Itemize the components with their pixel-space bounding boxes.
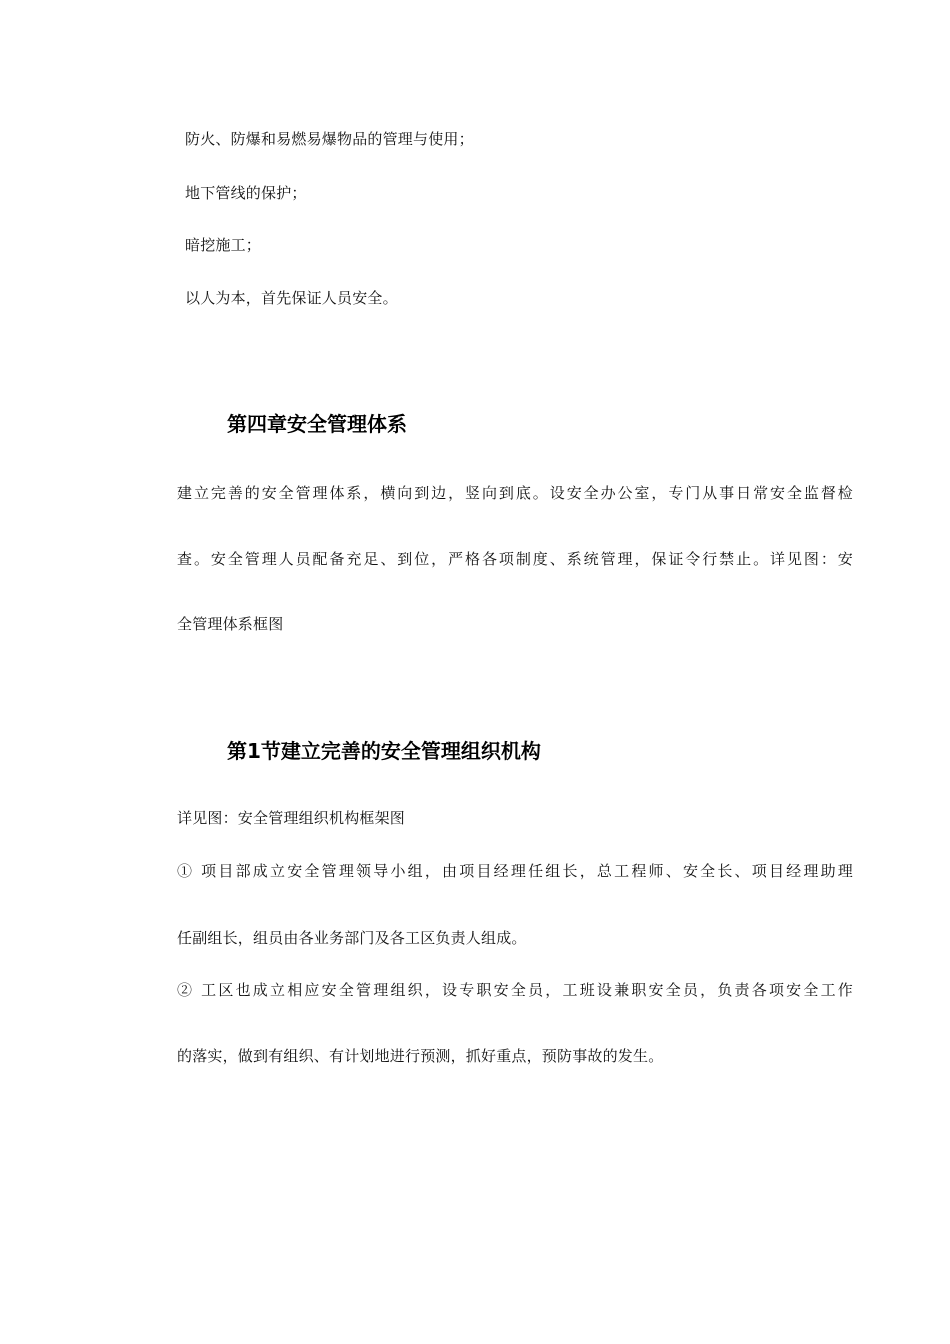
see-figure-line: 详见图：安全管理组织机构框架图 [177,809,406,827]
list-item-fire-safety: 防火、防爆和易燃易爆物品的管理与使用； [185,130,474,148]
item-2-line-2: 的落实，做到有组织、有计划地进行预测，抓好重点，预防事故的发生。 [177,1047,664,1065]
chapter-heading: 第四章安全管理体系 [227,412,407,436]
list-item-pipeline-protection: 地下管线的保护； [185,184,307,202]
item-1-line-1: ① 项目部成立安全管理领导小组，由项目经理任组长，总工程师、安全长、项目经理助理 [177,862,853,880]
chapter-paragraph-line-3: 全管理体系框图 [177,615,284,633]
item-2-line-1: ② 工区也成立相应安全管理组织，设专职安全员，工班设兼职安全员，负责各项安全工作 [177,981,853,999]
chapter-paragraph-line-1: 建立完善的安全管理体系，横向到边，竖向到底。设安全办公室，专门从事日常安全监督检 [177,484,853,502]
chapter-paragraph-line-2: 查。安全管理人员配备充足、到位，严格各项制度、系统管理，保证令行禁止。详见图：安 [177,550,853,568]
item-1-line-2: 任副组长，组员由各业务部门及各工区负责人组成。 [177,929,527,947]
list-item-people-first: 以人为本，首先保证人员安全。 [185,289,398,307]
list-item-tunneling: 暗挖施工； [185,236,262,254]
section-heading: 第1节建立完善的安全管理组织机构 [227,739,541,763]
